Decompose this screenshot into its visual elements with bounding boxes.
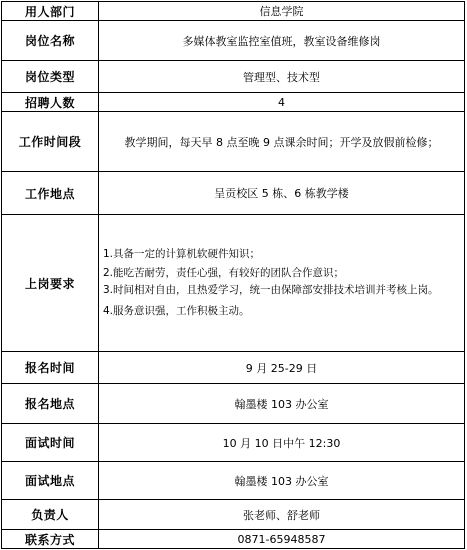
job-posting-table <box>1 1 465 549</box>
row-work-hours <box>2 112 465 172</box>
requirements-list <box>101 245 460 321</box>
row-registration-location <box>2 384 465 424</box>
contact-person-value: 张老师、舒老师 <box>99 500 465 530</box>
headcount-label: 招聘人数 <box>2 93 99 112</box>
work-location-value: 呈贡校区 5 栋、6 栋教学楼 <box>99 172 465 215</box>
position-name-value: 多媒体教室监控室值班，教室设备维修岗 <box>99 21 465 61</box>
requirement-item: 2.能吃苦耐劳，责任心强，有较好的团队合作意识； <box>103 267 345 279</box>
department-value: 信息学院 <box>99 2 465 21</box>
interview-location-label: 面试地点 <box>2 462 99 500</box>
row-requirements <box>2 215 465 352</box>
registration-time-value: 9 月 25-29 日 <box>99 352 465 384</box>
registration-location-label: 报名地点 <box>2 384 99 424</box>
row-interview-location <box>2 462 465 500</box>
interview-location-value: 翰墨楼 103 办公室 <box>99 462 465 500</box>
requirements-label: 上岗要求 <box>2 215 99 352</box>
headcount-value: 4 <box>99 93 465 112</box>
department-label: 用人部门 <box>2 2 99 21</box>
row-interview-time <box>2 424 465 462</box>
row-department <box>2 2 465 21</box>
requirements-value <box>99 215 465 352</box>
requirement-item: 4.服务意识强，工作积极主动。 <box>103 305 250 317</box>
contact-person-label: 负责人 <box>2 500 99 530</box>
registration-location-value: 翰墨楼 103 办公室 <box>99 384 465 424</box>
contact-info-value: 0871-65948587 <box>99 530 465 549</box>
interview-time-value: 10 月 10 日中午 12:30 <box>99 424 465 462</box>
row-headcount <box>2 93 465 112</box>
requirement-item: 1.具备一定的计算机软硬件知识； <box>103 248 261 260</box>
position-name-label: 岗位名称 <box>2 21 99 61</box>
row-contact-info <box>2 530 465 549</box>
position-type-label: 岗位类型 <box>2 61 99 93</box>
registration-time-label: 报名时间 <box>2 352 99 384</box>
row-position-name <box>2 21 465 61</box>
work-hours-label: 工作时间段 <box>2 112 99 172</box>
work-hours-value: 教学期间，每天早 8 点至晚 9 点课余时间；开学及放假前检修； <box>99 112 465 172</box>
work-location-label: 工作地点 <box>2 172 99 215</box>
row-work-location <box>2 172 465 215</box>
row-position-type <box>2 61 465 93</box>
position-type-value: 管理型、技术型 <box>99 61 465 93</box>
row-contact-person <box>2 500 465 530</box>
interview-time-label: 面试时间 <box>2 424 99 462</box>
requirement-item: 3.时间相对自由，且热爱学习，统一由保障部安排技术培训并考核上岗。 <box>103 284 439 296</box>
contact-info-label: 联系方式 <box>2 530 99 549</box>
row-registration-time <box>2 352 465 384</box>
